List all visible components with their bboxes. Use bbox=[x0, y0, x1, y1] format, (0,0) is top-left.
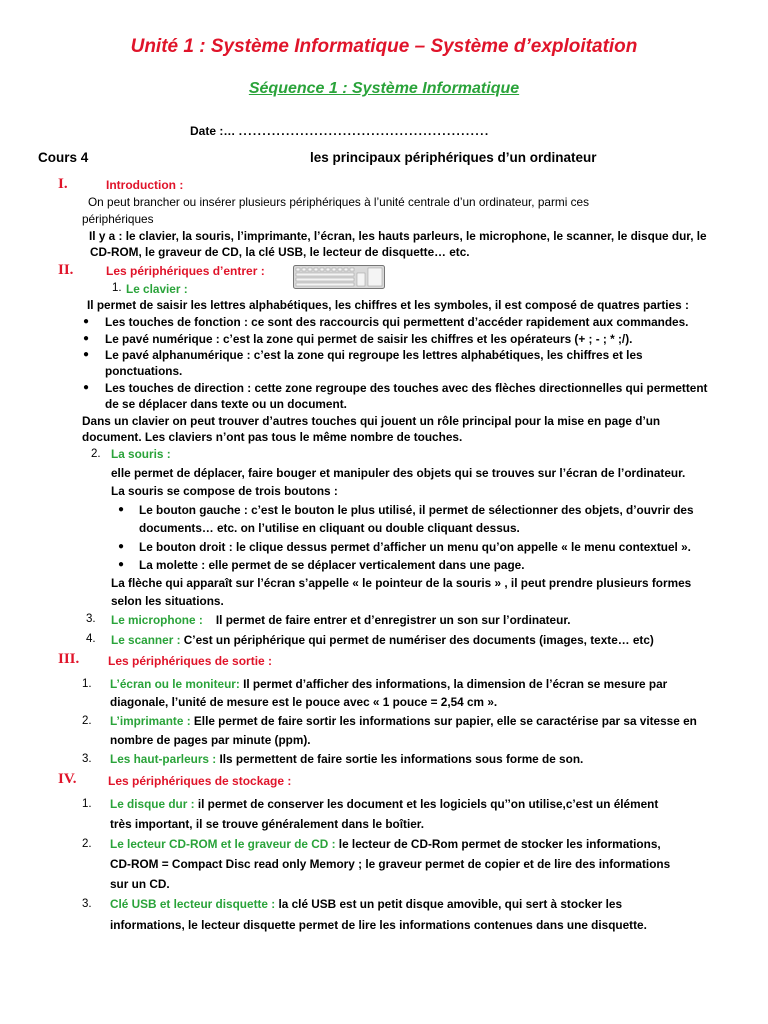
item-label: L’imprimante : bbox=[110, 714, 191, 728]
item-label: Le clavier : bbox=[126, 282, 188, 296]
intro-line: périphériques bbox=[82, 212, 154, 226]
list-item-text bbox=[110, 896, 622, 912]
bullet-icon: ● bbox=[118, 504, 125, 515]
section-1-title: Introduction : bbox=[106, 178, 184, 192]
date-label: Date :… bbox=[190, 124, 236, 138]
list-item-text bbox=[110, 676, 667, 692]
list-number: 1. bbox=[82, 678, 92, 690]
bullet-text: Le pavé numérique : c’est la zone qui permet de saisir les chiffres et les opérateurs (+ ; - ; * ;/). bbox=[105, 332, 633, 346]
list-number: 3. bbox=[82, 898, 92, 910]
paragraph-line: selon les situations. bbox=[111, 594, 224, 608]
section-4-title: Les périphériques de stockage : bbox=[108, 774, 292, 788]
course-title: les principaux périphériques d’un ordinateur bbox=[310, 150, 597, 165]
list-item-text bbox=[110, 751, 583, 767]
date-line bbox=[190, 124, 490, 138]
bullet-text: Le bouton droit : le clique dessus permet d’afficher un menu qu’on appelle « le menu contextuel ». bbox=[139, 540, 691, 554]
bullet-text: documents… etc. on l’utilise en cliquant ou double cliquant dessus. bbox=[139, 521, 520, 535]
item-text: informations, le lecteur disquette permet de lire les informations contenues dans une disquette. bbox=[110, 918, 647, 932]
list-number: 3. bbox=[82, 753, 92, 765]
item-text: le lecteur de CD-Rom permet de stocker les informations, bbox=[338, 837, 661, 851]
bullet-icon: ● bbox=[118, 541, 125, 552]
list-number: 3. bbox=[86, 613, 96, 625]
bullet-text: Le pavé alphanumérique : c’est la zone qui regroupe les lettres alphabétiques, les chiffres et les bbox=[105, 348, 643, 362]
section-1-numeral: I. bbox=[58, 176, 68, 192]
item-text: nombre de pages par minute (ppm). bbox=[110, 733, 311, 747]
section-4-numeral: IV. bbox=[58, 771, 77, 787]
paragraph-line: Il permet de saisir les lettres alphabétiques, les chiffres et les symboles, il est composé de quatres parties : bbox=[87, 298, 689, 312]
intro-line: On peut brancher ou insérer plusieurs périphériques à l’unité centrale d’un ordinateur, parmi ces bbox=[88, 195, 589, 209]
list-item-text bbox=[110, 796, 658, 812]
list-number: 2. bbox=[91, 448, 101, 460]
bullet-icon: ● bbox=[118, 559, 125, 570]
section-3-title: Les périphériques de sortie : bbox=[108, 654, 273, 668]
paragraph-line: Dans un clavier on peut trouver d’autres touches qui jouent un rôle principal pour la mise en page d’un bbox=[82, 414, 661, 428]
item-label: L’écran ou le moniteur: bbox=[110, 677, 240, 691]
section-2-title: Les périphériques d’entrer : bbox=[106, 264, 265, 278]
list-number: 1. bbox=[82, 798, 92, 810]
list-number: 4. bbox=[86, 633, 96, 645]
paragraph-line: La souris se compose de trois boutons : bbox=[111, 484, 338, 498]
list-item-text bbox=[111, 632, 654, 648]
bullet-text: de se déplacer dans texte ou un document. bbox=[105, 397, 347, 411]
paragraph-line: document. Les claviers n’ont pas tous le même nombre de touches. bbox=[82, 430, 463, 444]
item-text: très important, il se trouve généralement dans le boîtier. bbox=[110, 817, 425, 831]
bullet-text: Les touches de fonction : ce sont des raccourcis qui permettent d’accéder rapidement aux commandes. bbox=[105, 315, 689, 329]
page-title: Unité 1 : Système Informatique – Système d’exploitation bbox=[130, 36, 638, 57]
course-number: Cours 4 bbox=[38, 150, 89, 165]
item-label: Les haut-parleurs : bbox=[110, 752, 217, 766]
item-label: Le disque dur : bbox=[110, 797, 195, 811]
item-text: Il permet de faire entrer et d’enregistrer un son sur l’ordinateur. bbox=[215, 613, 571, 627]
item-text: Elle permet de faire sortir les informations sur papier, elle se caractérise par sa vitesse en bbox=[193, 714, 697, 728]
bullet-icon: ● bbox=[83, 316, 90, 327]
list-item-text bbox=[110, 836, 661, 852]
item-text: sur un CD. bbox=[110, 877, 170, 891]
list-number: 1. bbox=[112, 282, 122, 294]
item-text: Ils permettent de faire sortie les informations sous forme de son. bbox=[219, 752, 584, 766]
list-number: 2. bbox=[82, 838, 92, 850]
keyboard-icon bbox=[293, 265, 385, 289]
bullet-text: La molette : elle permet de se déplacer verticalement dans une page. bbox=[139, 558, 525, 572]
paragraph-line: elle permet de déplacer, faire bouger et manipuler des objets qui se trouves sur l’écran de l’ordinateur. bbox=[111, 466, 686, 480]
list-item-text bbox=[110, 713, 697, 729]
item-text: diagonale, l’unité de mesure est le pouce avec « 1 pouce = 2,54 cm ». bbox=[110, 695, 498, 709]
item-label: Le lecteur CD-ROM et le graveur de CD : bbox=[110, 837, 336, 851]
bullet-icon: ● bbox=[83, 333, 90, 344]
item-text: C’est un périphérique qui permet de numériser des documents (images, texte… etc) bbox=[183, 633, 654, 647]
bullet-text: Les touches de direction : cette zone regroupe des touches avec des flèches directionnelles qui permettent bbox=[105, 381, 708, 395]
list-number: 2. bbox=[82, 715, 92, 727]
bullet-text: Le bouton gauche : c’est le bouton le plus utilisé, il permet de sélectionner des objets, d’ouvrir des bbox=[139, 503, 694, 517]
item-text: la clé USB est un petit disque amovible, qui sert à stocker les bbox=[278, 897, 623, 911]
list-item-text bbox=[111, 612, 571, 628]
item-label: Le scanner : bbox=[111, 633, 181, 647]
bullet-icon: ● bbox=[83, 382, 90, 393]
section-2-numeral: II. bbox=[58, 262, 74, 278]
item-label: Clé USB et lecteur disquette : bbox=[110, 897, 276, 911]
date-dots: ..................................................... bbox=[238, 124, 490, 138]
page-subtitle: Séquence 1 : Système Informatique bbox=[248, 80, 520, 97]
bullet-icon: ● bbox=[83, 349, 90, 360]
item-text: CD-ROM = Compact Disc read only Memory ; le graveur permet de copier et de lire des informations bbox=[110, 857, 671, 871]
item-label: Le microphone : bbox=[111, 613, 203, 627]
item-label: La souris : bbox=[111, 447, 171, 461]
item-text: Il permet d’afficher des informations, la dimension de l’écran se mesure par bbox=[243, 677, 668, 691]
bullet-text: ponctuations. bbox=[105, 364, 183, 378]
intro-line: Il y a : le clavier, la souris, l’imprimante, l’écran, les hauts parleurs, le microphone, le scanner, le disque dur, le bbox=[89, 229, 707, 243]
intro-line: CD-ROM, le graveur de CD, la clé USB, le lecteur de disquette… etc. bbox=[90, 245, 470, 259]
item-text: il permet de conserver les document et les logiciels qu’’on utilise,c’est un élément bbox=[197, 797, 659, 811]
paragraph-line: La flèche qui apparaît sur l’écran s’appelle « le pointeur de la souris » , il peut prendre plusieurs formes bbox=[111, 576, 692, 590]
section-3-numeral: III. bbox=[58, 651, 80, 667]
